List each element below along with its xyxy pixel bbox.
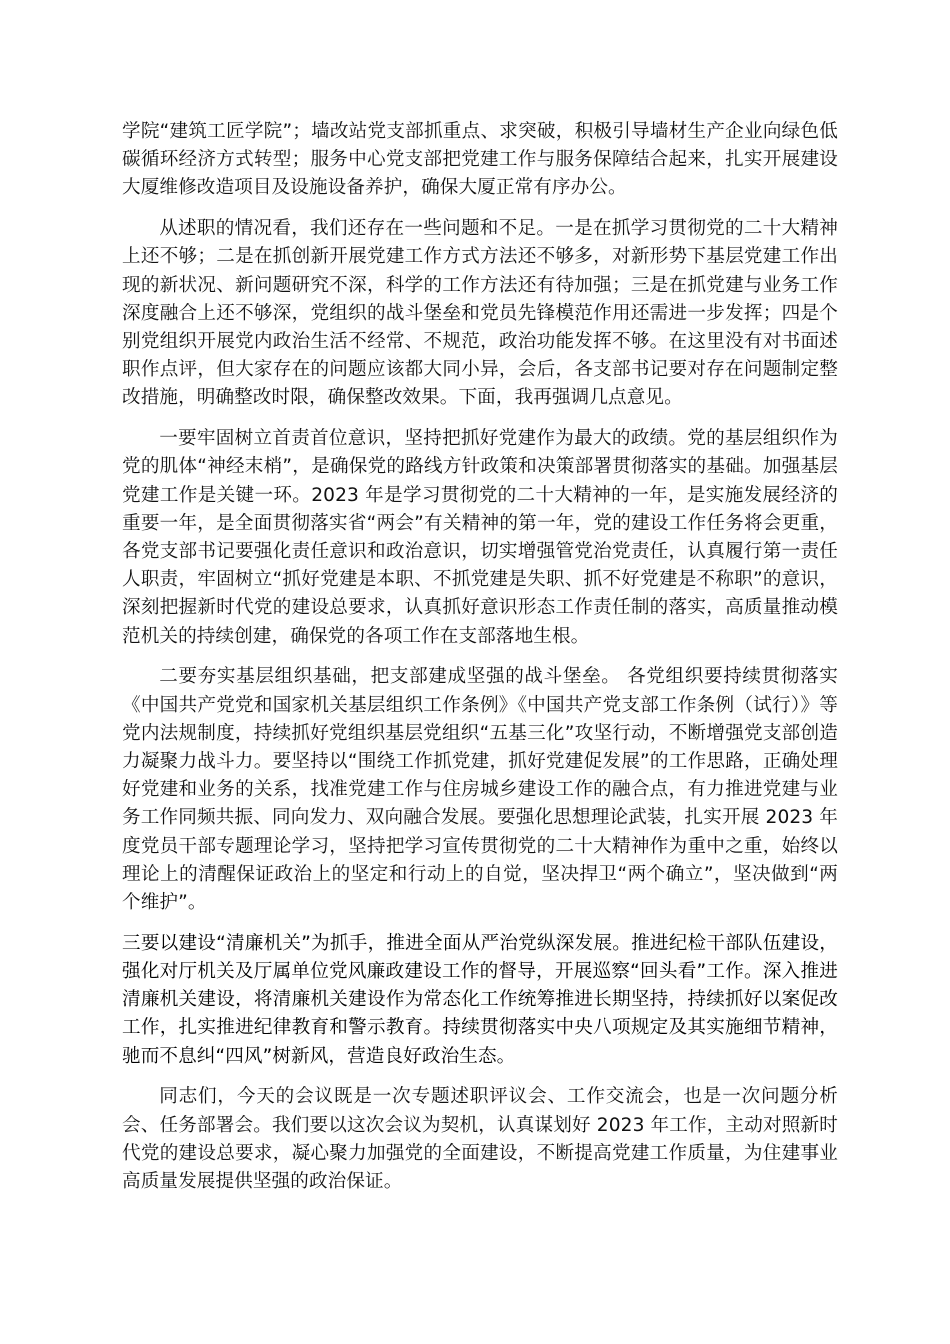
paragraph-5: 三要以建设“清廉机关”为抓手，推进全面从严治党纵深发展。推进纪检干部队伍建设，强化对厅机关及厅属单位党风廉政建设工作的督导，开展巡察“回头看”工作。深入推进清廉机关建设，将清廉机关建设作为常态化工作统筹推进长期坚持，持续抓好以案促改工作，扎实推进纪律教育和警示教育。持续贯彻落实中央八项规定及其实施细节精神，驰而不息纠“四风”树新风，营造良好政治生态。 — [122, 932, 838, 1067]
paragraph-6: 同志们，今天的会议既是一次专题述职评议会、工作交流会，也是一次问题分析会、任务部署会。我们要以这次会议为契机，认真谋划好 2023 年工作，主动对照新时代党的建设总要求，凝心聚力加强党的全面建设，不断提高党建工作质量，为住建事业高质量发展提供坚强的政治保证。 — [122, 1086, 838, 1193]
paragraph-1: 学院“建筑工匠学院”；墙改站党支部抓重点、求突破，积极引导墙材生产企业向绿色低碳循环经济方式转型；服务中心党支部把党建工作与服务保障结合起来，扎实开展建设大厦维修改造项目及设施设备养护，确保大厦正常有序办公。 — [122, 121, 838, 199]
paragraph-3: 一要牢固树立首责首位意识，坚持把抓好党建作为最大的政绩。党的基层组织作为党的肌体“神经末梢”，是确保党的路线方针政策和决策部署贯彻落实的基础。加强基层党建工作是关键一环。2023 年是学习贯彻党的二十大精神的一年，是实施发展经济的重要一年，是全面贯彻落实省“两会”有关精神的第一年，党的建设工作任务将会更重，各党支部书记要强化责任意识和政治意识，切实增强管党治党责任，认真履行第一责任人职责，牢固树立“抓好党建是本职、不抓党建是失职、抓不好党建是不称职”的意识，深刻把握新时代党的建设总要求，认真抓好意识形态工作责任制的落实，高质量推动模范机关的持续创建，确保党的各项工作在支部落地生根。 — [122, 428, 838, 647]
paragraph-2: 从述职的情况看，我们还存在一些问题和不足。一是在抓学习贯彻党的二十大精神上还不够；二是在抓创新开展党建工作方式方法还不够多，对新形势下基层党建工作出现的新状况、新问题研究不深，科学的工作方法还有待加强；三是在抓党建与业务工作深度融合上还不够深，党组织的战斗堡垒和党员先锋模范作用还需进一步发挥；四是个别党组织开展党内政治生活不经常、不规范，政治功能发挥不够。在这里没有对书面述职作点评，但大家存在的问题应该都大同小异，会后，各支部书记要对存在问题制定整改措施，明确整改时限，确保整改效果。下面，我再强调几点意见。 — [122, 218, 838, 409]
paragraph-4: 二要夯实基层组织基础，把支部建成坚强的战斗堡垒。 各党组织要持续贯彻落实《中国共产党党和国家机关基层组织工作条例》《中国共产党支部工作条例（试行）》等党内法规制度，持续抓好党组织基层党组织“五基三化”攻坚行动，不断增强党支部创造力凝聚力战斗力。要坚持以“围绕工作抓党建，抓好党建促发展”的工作思路，正确处理好党建和业务的关系，找准党建工作与住房城乡建设工作的融合点，有力推进党建与业务工作同频共振、同向发力、双向融合发展。要强化思想理论武装，扎实开展 2023 年度党员干部专题理论学习，坚持把学习宣传贯彻党的二十大精神作为重中之重，始终以理论上的清醒保证政治上的坚定和行动上的自觉，坚决捍卫“两个确立”，坚决做到“两个维护”。 — [122, 666, 838, 914]
document-page — [122, 118, 838, 1209]
